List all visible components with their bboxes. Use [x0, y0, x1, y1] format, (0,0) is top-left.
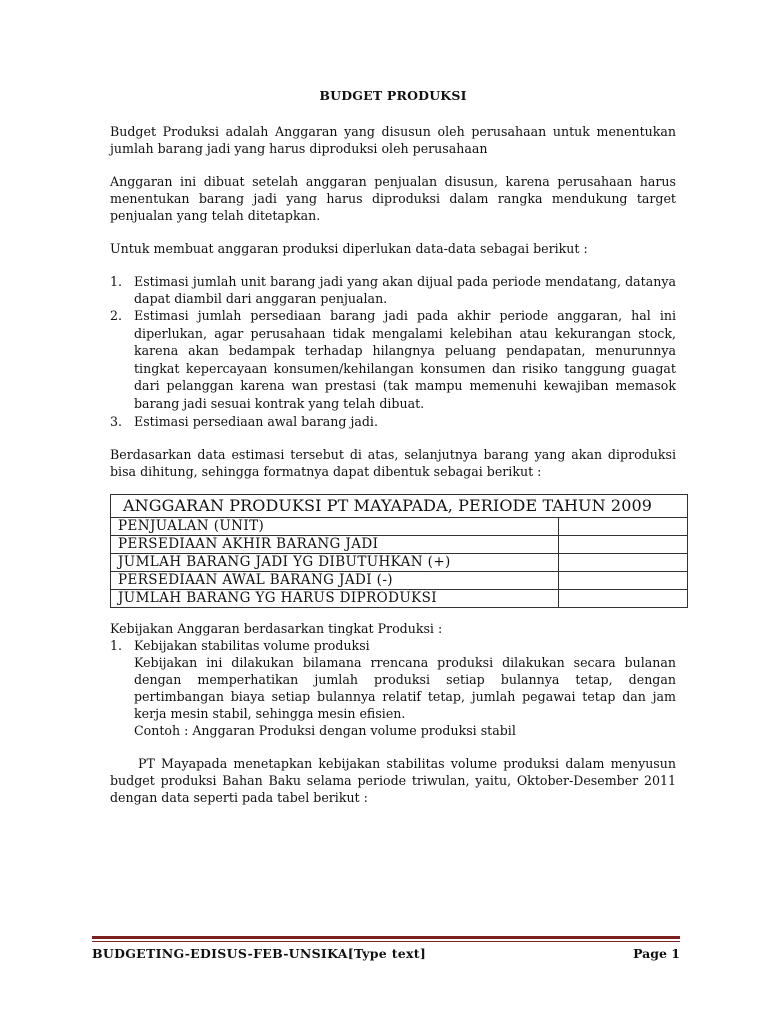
page-content — [110, 88, 676, 806]
policy-number: 1. — [110, 637, 123, 653]
intro-paragraph: Budget Produksi adalah Anggaran yang disusun oleh perusahaan untuk menentukan jumlah barang jadi yang harus diproduksi oleh perusahaan — [110, 124, 676, 156]
list-text: Estimasi jumlah unit barang jadi yang akan dijual pada periode mendatang, datanya dapat diambil dari anggaran penjualan. — [134, 274, 676, 306]
policy-intro: Kebijakan Anggaran berdasarkan tingkat Produksi : — [110, 620, 443, 636]
policy-item — [110, 637, 676, 654]
policy-list — [110, 637, 676, 654]
document-title: BUDGET PRODUKSI — [319, 88, 467, 103]
row-label: JUMLAH BARANG YG HARUS DIPRODUKSI — [111, 589, 559, 607]
row-label: JUMLAH BARANG JADI YG DIBUTUHKAN (+) — [111, 553, 559, 571]
list-number: 1. — [110, 274, 123, 289]
footer-left — [92, 946, 426, 962]
list-item — [110, 307, 676, 413]
table-header: ANGGARAN PRODUKSI PT MAYAPADA, PERIODE TAHUN 2009 — [111, 494, 688, 517]
policy-title: Kebijakan stabilitas volume produksi — [134, 637, 370, 653]
list-item — [110, 413, 676, 430]
row-label: PERSEDIAAN AWAL BARANG JADI (-) — [111, 571, 559, 589]
list-text: Estimasi persediaan awal barang jadi. — [134, 413, 378, 429]
format-paragraph: Berdasarkan data estimasi tersebut di atas, selanjutnya barang yang akan diproduksi bisa dihitung, sehingga formatnya dapat dibentuk sebagai berikut : — [110, 446, 676, 479]
row-label: PERSEDIAAN AKHIR BARANG JADI — [111, 535, 559, 553]
row-label: PENJUALAN (UNIT) — [111, 517, 559, 535]
row-value — [559, 571, 688, 589]
case-paragraph: PT Mayapada menetapkan kebijakan stabilitas volume produksi dalam menyusun budget produksi Bahan Baku selama periode triwulan, yaitu, Oktober-Desember 2011 dengan data seperti pada tabel berikut : — [110, 755, 676, 805]
list-item — [110, 273, 676, 307]
requirements-paragraph: Untuk membuat anggaran produksi diperlukan data-data sebagai berikut : — [110, 241, 588, 256]
table-row — [111, 589, 688, 607]
production-budget-table — [110, 494, 688, 608]
requirements-list — [110, 273, 676, 430]
table-row — [111, 553, 688, 571]
table-header-row — [111, 494, 688, 517]
policy-example: Contoh : Anggaran Produksi dengan volume produksi stabil — [134, 722, 516, 738]
footer-rule-thin — [92, 941, 680, 942]
row-value — [559, 535, 688, 553]
list-number: 3. — [110, 413, 123, 429]
row-value — [559, 589, 688, 607]
table-row — [111, 571, 688, 589]
row-value — [559, 553, 688, 571]
list-text: Estimasi jumlah persediaan barang jadi pada akhir periode anggaran, hal ini diperlukan, agar perusahaan tidak mengalami kelebihan atau kekurangan stock, karena akan bedampak terhadap hilangnya peluang pendapatan, menurunnya tingkat kepercayaan konsumen/kehilangan konsumen dan risiko tanggung guagat dari pelanggan karena wan prestasi (tak mampu memenuhi kewajiban memasok barang jadi sesuai kontrak yang telah dibuat. — [134, 308, 676, 411]
row-value — [559, 517, 688, 535]
footer-placeholder: [Type text] — [347, 946, 427, 961]
context-paragraph: Anggaran ini dibuat setelah anggaran penjualan disusun, karena perusahaan harus menentukan barang jadi yang harus diproduksi dalam rangka mendukung target penjualan yang telah ditetapkan. — [110, 174, 676, 223]
list-number: 2. — [110, 308, 123, 323]
table-row — [111, 535, 688, 553]
policy-body: Kebijakan ini dilakukan bilamana rrencana produksi dilakukan secara bulanan dengan memperhatikan jumlah produksi setiap bulannya tetap, dengan pertimbangan biaya setiap bulannya relatif tetap, jumlah pegawai tetap dan jam kerja mesin stabil, sehingga mesin efisien. — [134, 654, 676, 721]
table-row — [111, 517, 688, 535]
footer-rule — [92, 936, 680, 939]
page-number: Page 1 — [633, 946, 680, 961]
footer-label: BUDGETING-EDISUS-FEB-UNSIKA — [92, 946, 348, 961]
